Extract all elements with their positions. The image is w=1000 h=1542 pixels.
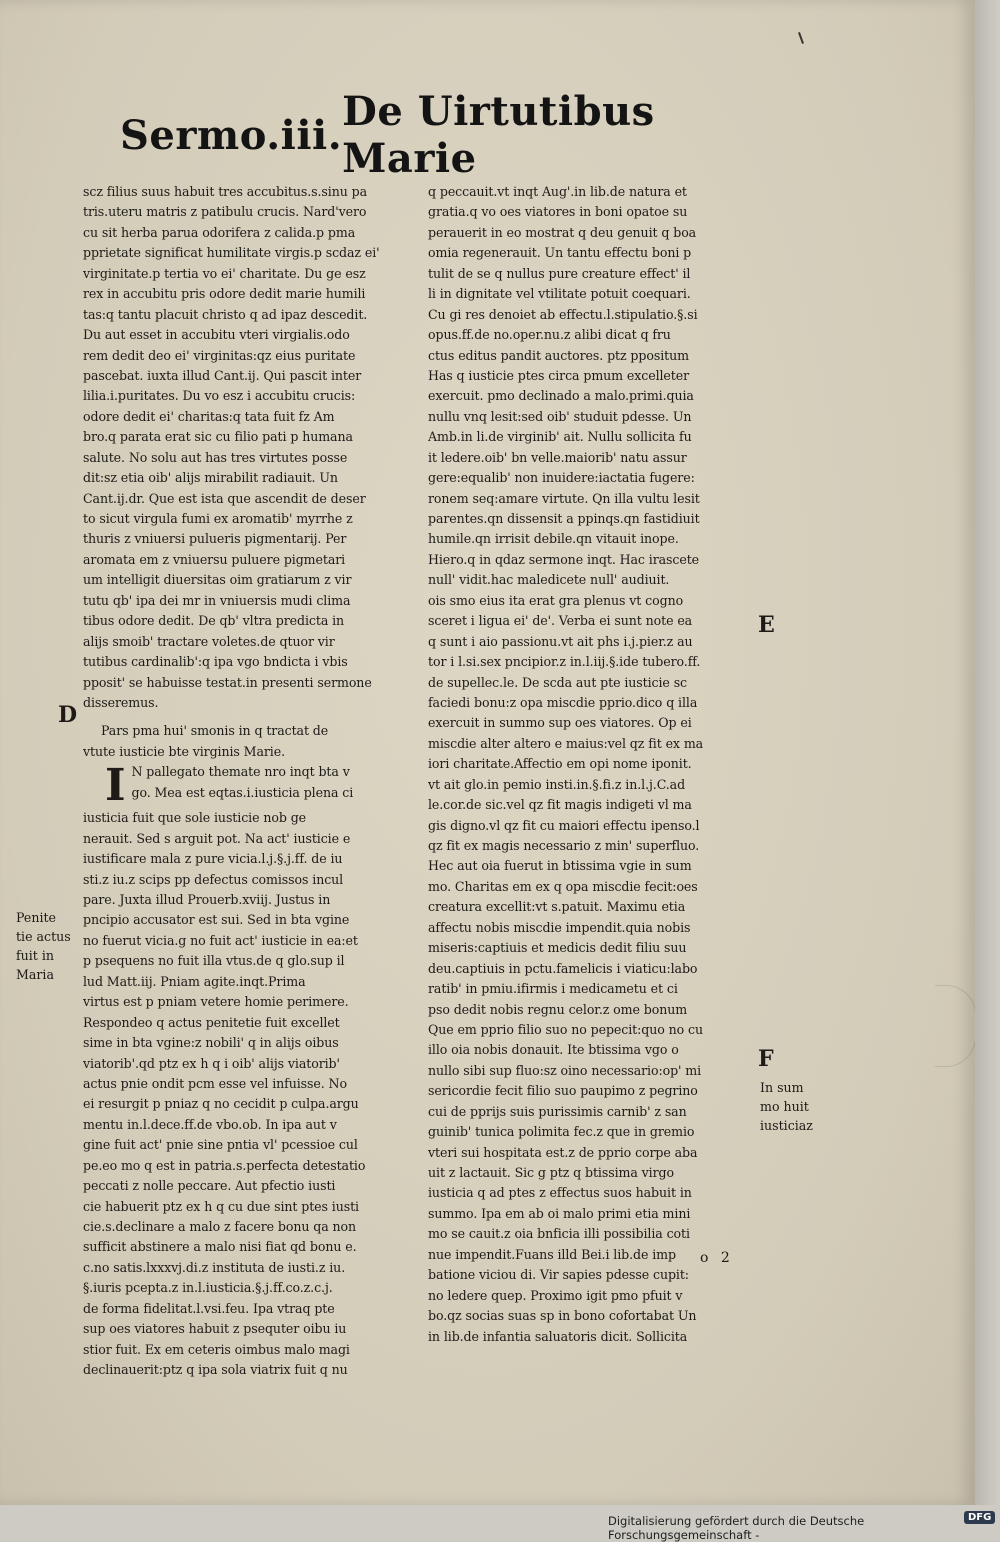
text-line: virtus est p pniam vetere homie perimere. [83, 994, 349, 1010]
text-line: pascebat. iuxta illud Cant.ij. Qui pascit inter [83, 367, 362, 383]
text-line: summo. Ipa em ab oi malo primi etia mini [428, 1205, 691, 1221]
text-line: sti.z iu.z scips pp defectus comissos incul [83, 871, 344, 887]
heading-title: De Uirtutibus Marie [342, 88, 655, 182]
text-line: disseremus. [83, 694, 159, 710]
digitization-credit: Digitalisierung gefördert durch die Deutsche Forschungsgemeinschaft - [608, 1514, 865, 1542]
text-line: rex in accubitu pris odore dedit marie humili [83, 286, 366, 302]
text-line: gratia.q vo oes viatores in boni opatoe su [428, 204, 688, 220]
text-line: tulit de se q nullus pure creature effect' il [428, 265, 691, 281]
text-line: batione viciou di. Vir sapies pdesse cupit: [428, 1267, 689, 1283]
signature-mark: o 2 [700, 1250, 734, 1266]
text-line: aromata em z vniuersu puluere pigmetari [83, 551, 346, 567]
paragraph-gap [83, 713, 413, 721]
text-line: Has q iusticie ptes circa pmum excelleter [428, 367, 690, 383]
text-line: miscdie alter altero e maius:vel qz fit ex ma [428, 735, 704, 751]
text-line: dit:sz etia oib' alijs mirabilit radiauit. Un [83, 470, 338, 486]
text-line: scz filius suus habuit tres accubitus.s.sinu pa [83, 184, 368, 199]
text-line: de forma fidelitat.l.vsi.feu. Ipa vtraq pte [83, 1300, 335, 1316]
left-column-paragraph-1 [83, 182, 413, 713]
text-line: ei resurgit p pniaz q no cecidit p culpa.argu [83, 1096, 359, 1112]
text-line: no fuerut vicia.g no fuit act' iusticie in ea:et [83, 932, 358, 948]
text-line: salute. No solu aut has tres virtutes posse [83, 449, 348, 465]
text-line: iori charitate.Affectio em opi nome iponit. [428, 756, 692, 772]
text-line: gine fuit act' pnie sine pntia vl' pcessioe cul [83, 1137, 358, 1153]
text-line: pposit' se habuisse testat.in presenti sermone [83, 674, 372, 690]
text-line: cie.s.declinare a malo z facere bonu qa non [83, 1219, 357, 1234]
text-line: creatura excellit:vt s.patuit. Maximu etia [428, 899, 686, 915]
text-line: nullu vnq lesit:sed oib' studuit pdesse. Un [428, 408, 692, 424]
text-line: tor i l.si.sex pncipior.z in.l.iij.§.ide tubero.ff. [428, 654, 701, 670]
text-line: faciedi bonu:z opa miscdie pprio.dico q illa [428, 694, 698, 710]
text-line: Respondeo q actus penitetie fuit excellet [83, 1014, 340, 1030]
text-line: parentes.qn dissensit a ppinqs.qn fastidiuit [428, 511, 700, 526]
text-line: pncipio accusator est sui. Sed in bta vgine [83, 912, 350, 928]
marginal-note-line: In sum [760, 1080, 804, 1095]
text-line: p psequens no fuit illa vtus.de q glo.sup il [83, 953, 345, 969]
text-line: um intelligit diuersitas oim gratiarum z vir [83, 572, 352, 588]
text-line: it ledere.oib' bn velle.maiorib' natu assur [428, 449, 687, 465]
section-title [83, 721, 413, 762]
section-title-line: Pars pma hui' smonis in q tractat de [101, 723, 329, 739]
text-line: de supellec.le. De scda aut pte iusticie sc [428, 674, 688, 690]
text-line: exercuit in summo sup oes viatores. Op ei [428, 715, 692, 731]
dfg-logo: DFG [964, 1511, 995, 1524]
text-line: vt ait glo.in pemio insti.in.§.fi.z in.l.j.C.ad [428, 776, 686, 792]
text-line: tas:q tantu placuit christo q ad ipaz descedit. [83, 306, 368, 322]
text-line: actus pnie ondit pcm esse vel infuisse. No [83, 1075, 347, 1091]
text-line: lud Matt.iij. Pniam agite.inqt.Prima [83, 973, 306, 989]
right-text-column [428, 182, 768, 1347]
text-line: pso dedit nobis regnu celor.z ome bonum [428, 1001, 688, 1017]
running-heading [120, 88, 760, 182]
marginal-note-line: tie actus [16, 929, 71, 944]
text-line: cu sit herba parua odorifera z calida.p pma [83, 224, 356, 240]
text-line: affectu nobis miscdie impendit.quia nobis [428, 919, 691, 935]
drop-cap-block [83, 762, 413, 808]
text-line: null' vidit.hac maledicete null' audiuit. [428, 572, 670, 588]
section-letter-e: E [758, 612, 775, 638]
marginal-note-line: iusticiaz [760, 1118, 813, 1133]
text-line: rem dedit deo ei' virginitas:qz eius puritate [83, 347, 356, 363]
text-line: bro.q parata erat sic cu filio pati p humana [83, 429, 353, 445]
text-line: declinauerit:ptz q ipa sola viatrix fuit q nu [83, 1362, 348, 1378]
page-edge [975, 0, 1000, 1505]
marginal-note-line: fuit in [16, 948, 55, 963]
text-line: Amb.in li.de virginib' ait. Nullu sollicita fu [428, 429, 692, 445]
text-line: qz fit ex magis necessario z min' superfluo. [428, 838, 700, 853]
text-line: tibus odore dedit. De qb' vltra predicta in [83, 613, 345, 629]
text-line: lilia.i.puritates. Du vo esz i accubitu crucis: [83, 388, 356, 404]
text-line: nerauit. Sed s arguit pot. Na act' iusticie e [83, 830, 351, 846]
text-line: Cu gi res denoiet ab effectu.l.stipulatio.§.si [428, 306, 698, 322]
marginal-note-penitence [16, 908, 71, 984]
text-line: deu.captiuis in pctu.famelicis i viaticu:labo [428, 960, 698, 976]
text-line: mentu in.l.dece.ff.de vbo.ob. In ipa aut v [83, 1116, 337, 1132]
text-line: omia regenerauit. Un tantu effectu boni p [428, 245, 692, 261]
text-line: viatorib'.qd ptz ex h q i oib' alijs viatorib' [83, 1055, 340, 1071]
text-line: perauerit in eo mostrat q deu genuit q boa [428, 224, 697, 240]
text-line: no ledere quep. Proximo igit pmo pfuit v [428, 1287, 683, 1303]
text-line: humile.qn irrisit debile.qn vitauit inope. [428, 531, 679, 547]
page-tab-shadow [935, 985, 976, 1067]
text-line: §.iuris pcepta.z in.l.iusticia.§.j.ff.co.z.c.j. [83, 1280, 333, 1296]
text-line: peccati z nolle peccare. Aut pfectio iusti [83, 1178, 336, 1194]
text-line: cui de pprijs suis purissimis carnib' z san [428, 1103, 687, 1119]
drop-cap-letter: I [105, 762, 126, 809]
text-line: le.cor.de sic.vel qz fit magis indigeti vl ma [428, 797, 692, 813]
marginal-note-line: Penite [16, 910, 57, 925]
section-title-line: vtute iusticie bte virginis Marie. [83, 743, 285, 759]
text-line: stior fuit. Ex em ceteris oimbus malo magi [83, 1341, 350, 1357]
text-line: q sunt i aio passionu.vt ait phs i.j.pier.z au [428, 633, 693, 649]
text-line: cie habuerit ptz ex h q cu due sint ptes iusti [83, 1198, 359, 1214]
section-letter-f: F [758, 1046, 774, 1072]
text-line: mo. Charitas em ex q opa miscdie fecit:oes [428, 878, 698, 894]
text-line: in lib.de infantia saluatoris dicit. Sollicita [428, 1328, 688, 1344]
text-line: illo oia nobis donauit. Ite btissima vgo o [428, 1042, 679, 1058]
text-line: nullo sibi sup fluo:sz oino necessario:op' mi [428, 1062, 702, 1078]
left-column-paragraph-2 [83, 808, 413, 1380]
text-line: Hec aut oia fuerut in btissima vgie in sum [428, 858, 692, 874]
text-line: c.no satis.lxxxvj.di.z instituta de iusti.z iu. [83, 1259, 346, 1275]
text-line: ratib' in pmiu.ifirmis i medicametu et ci [428, 981, 678, 997]
text-line: pprietate significat humilitate virgis.p scdaz ei' [83, 245, 380, 261]
text-line: Que em pprio filio suo no pepecit:quo no cu [428, 1021, 703, 1037]
text-line: iustificare mala z pure vicia.l.j.§.j.ff. de iu [83, 851, 343, 867]
marginal-note-line: Maria [16, 967, 54, 982]
marginal-note-line: mo huit [760, 1099, 809, 1114]
text-line: guinib' tunica polimita fec.z que in gremio [428, 1124, 695, 1140]
text-line: exercuit. pmo declinado a malo.primi.quia [428, 388, 694, 404]
text-line: sericordie fecit filio suo paupimo z pegrino [428, 1083, 698, 1099]
text-line: pare. Juxta illud Prouerb.xviij. Justus in [83, 892, 331, 907]
text-line: Du aut esset in accubitu vteri virgialis.odo [83, 327, 350, 343]
text-line: gere:equalib' non inuidere:iactatia fugere: [428, 470, 695, 486]
text-line: sime in bta vgine:z nobili' q in alijs oibus [83, 1035, 339, 1051]
text-line: sufficit abstinere a malo nisi fiat qd bonu e. [83, 1239, 357, 1255]
text-line: iusticia q ad ptes z effectus suos habuit in [428, 1185, 692, 1201]
text-line: ronem seq:amare virtute. Qn illa vultu lesit [428, 490, 700, 506]
marginal-note-justice [760, 1078, 813, 1135]
text-line: tutu qb' ipa dei mr in vniuersis mudi clima [83, 592, 351, 608]
text-line: uit z lactauit. Sic g ptz q btissima virgo [428, 1165, 674, 1180]
text-line: go. Mea est eqtas.i.iusticia plena ci [131, 784, 354, 800]
text-line: sup oes viatores habuit z psequter oibu iu [83, 1321, 347, 1337]
left-text-column [83, 182, 413, 1381]
text-line: Cant.ij.dr. Que est ista que ascendit de deser [83, 490, 366, 506]
text-line: tutibus cardinalib':q ipa vgo bndicta i vbis [83, 654, 348, 670]
text-line: to sicut virgula fumi ex aromatib' myrrhe z [83, 511, 353, 526]
text-line: thuris z vniuersi pulueris pigmentarij. Per [83, 531, 347, 547]
text-line: miseris:captiuis et medicis dedit filiu suu [428, 940, 687, 956]
text-line: li in dignitate vel vtilitate potuit coequari. [428, 286, 691, 302]
text-line: gis digno.vl qz fit cu maiori effectu ipenso.l [428, 817, 700, 833]
text-line: iusticia fuit que sole iusticie nob ge [83, 810, 307, 826]
text-line: alijs smoib' tractare voletes.de qtuor vir [83, 633, 335, 649]
page-corner-mark [798, 32, 804, 44]
text-line: vteri sui hospitata est.z de pprio corpe aba [428, 1144, 698, 1160]
heading-sermon-number: Sermo.iii. [120, 111, 343, 159]
text-line: bo.qz socias suas sp in bono cofortabat Un [428, 1308, 697, 1324]
text-line: nue impendit.Fuans illd Bei.i lib.de imp [428, 1246, 676, 1262]
text-line: Hiero.q in qdaz sermone inqt. Hac irascete [428, 551, 700, 567]
text-line: virginitate.p tertia vo ei' charitate. Du ge esz [83, 265, 366, 281]
text-line: pe.eo mo q est in patria.s.perfecta detestatio [83, 1157, 366, 1173]
section-letter-d: D [58, 702, 78, 728]
text-line: tris.uteru matris z patibulu crucis. Nard'vero [83, 204, 367, 220]
text-line: ois smo eius ita erat gra plenus vt cogno [428, 592, 684, 608]
text-line: sceret i ligua ei' de'. Verba ei sunt note ea [428, 613, 693, 629]
text-line: ctus editus pandit auctores. ptz ppositum [428, 347, 689, 363]
text-line: odore dedit ei' charitas:q tata fuit fz Am [83, 408, 335, 424]
text-line: N pallegato themate nro inqt bta v [131, 764, 350, 780]
text-line: mo se cauit.z oia bnficia illi possibilia coti [428, 1226, 690, 1242]
text-line: q peccauit.vt inqt Aug'.in lib.de natura et [428, 184, 687, 199]
text-line: opus.ff.de no.oper.nu.z alibi dicat q fru [428, 327, 671, 343]
